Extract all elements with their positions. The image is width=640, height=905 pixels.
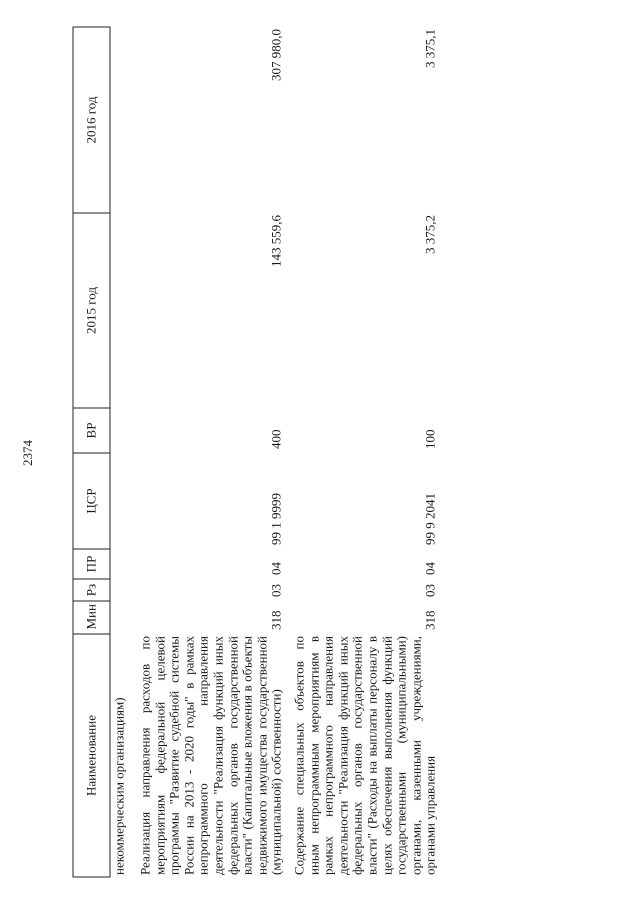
table-row <box>139 27 285 877</box>
row-name: Содержание специальных объектов по иным непрограммным мероприятиям в рамках непрограммного направления деятельности "Реализация функций иных федеральных органов государственной власти" (Расходы на выплаты персоналу в целях обеспечения выполнения функций государственными (муниципальными) органами, казенными учреждениями, органами управления <box>291 635 438 875</box>
row-2016: 307 980,0 <box>268 28 284 81</box>
row-rz: 03 <box>422 583 438 597</box>
row-csr: 99 1 9999 <box>268 492 284 545</box>
row-pr: 04 <box>422 561 438 575</box>
row-vr: 100 <box>422 429 438 449</box>
header-name: Наименование <box>73 634 110 877</box>
header-rz: Рз <box>73 579 110 601</box>
header-csr: ЦСР <box>73 453 110 549</box>
row-2015: 143 559,6 <box>268 214 284 267</box>
header-pr: ПР <box>73 549 110 579</box>
budget-table <box>73 26 439 877</box>
row-csr: 99 9 2041 <box>422 492 438 545</box>
header-2015: 2015 год <box>73 213 110 408</box>
row-min: 318 <box>268 610 284 630</box>
continuation-text: некоммерческим организациям) <box>111 696 127 875</box>
page-number: 2374 <box>20 440 35 466</box>
header-vr: ВР <box>73 408 110 453</box>
continuation-row <box>110 27 131 877</box>
row-name: Реализация направления расходов по мероприятиям федеральной целевой программы "Развитие судебной системы России на 2013 - 2020 годы" в рамках непрограммного направления деятельности "Реализация функций иных федеральных органов государственной власти" (Капитальные вложения в объекты недвижимого имущества государственной (муниципальной) собственности) <box>137 635 284 875</box>
row-pr: 04 <box>268 561 284 575</box>
header-2016: 2016 год <box>73 27 110 213</box>
rotated-page <box>73 27 568 877</box>
row-2016: 3 375,1 <box>422 28 438 68</box>
table-row <box>292 27 438 877</box>
row-vr: 400 <box>268 429 284 449</box>
table-header-row <box>73 27 110 877</box>
row-rz: 03 <box>268 583 284 597</box>
header-min: Мин <box>73 601 110 634</box>
row-2015: 3 375,2 <box>422 214 438 254</box>
row-min: 318 <box>422 610 438 630</box>
